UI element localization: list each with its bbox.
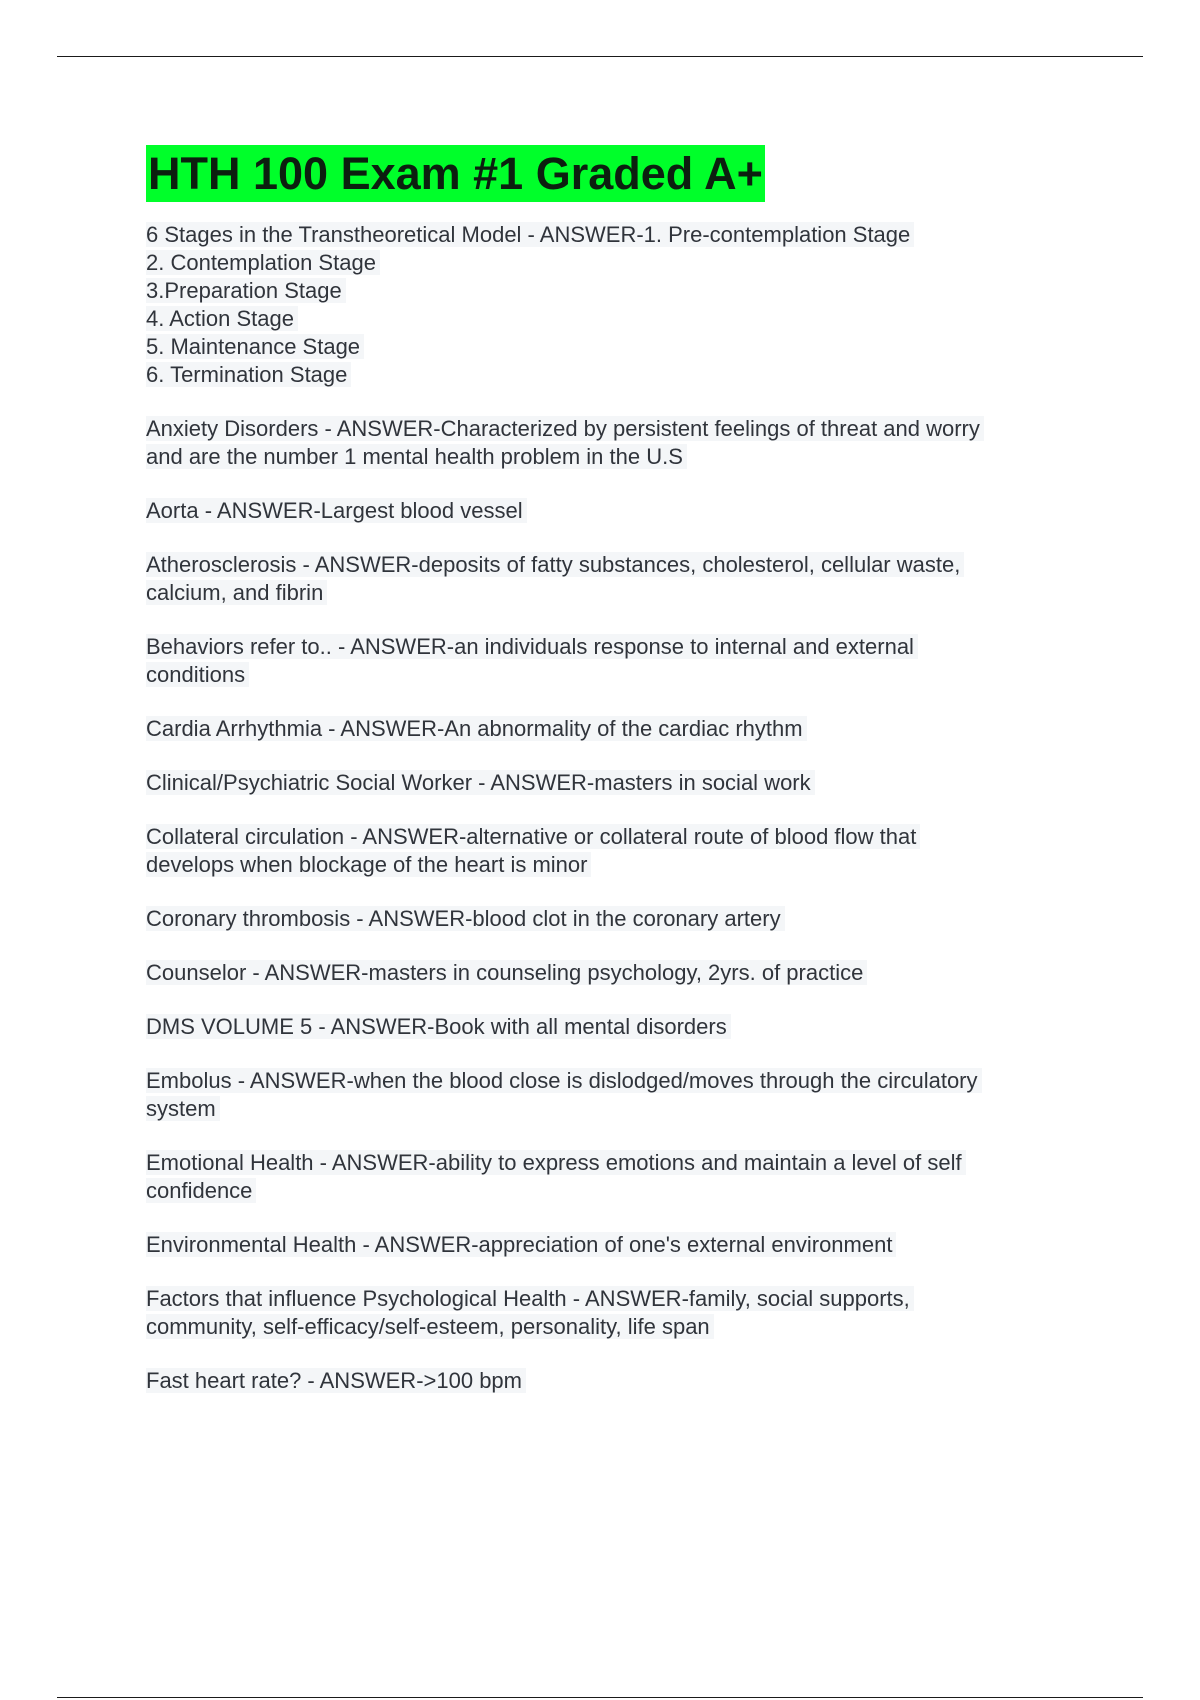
- qa-entry: [146, 1013, 1076, 1041]
- qa-line: Embolus - ANSWER-when the blood close is dislodged/moves through the circulatory: [146, 1068, 982, 1093]
- qa-entry: [146, 1231, 1076, 1259]
- qa-entry: [146, 905, 1076, 933]
- qa-line: conditions: [146, 662, 249, 687]
- qa-line: Collateral circulation - ANSWER-alternative or collateral route of blood flow that: [146, 824, 920, 849]
- qa-line: calcium, and fibrin: [146, 580, 327, 605]
- qa-entry: [146, 959, 1076, 987]
- qa-entry: [146, 497, 1076, 525]
- qa-line: 6. Termination Stage: [146, 362, 351, 387]
- qa-line: 6 Stages in the Transtheoretical Model - ANSWER-1. Pre-contemplation Stage: [146, 222, 914, 247]
- document-title: HTH 100 Exam #1 Graded A+: [146, 145, 765, 202]
- qa-entry: [146, 221, 1076, 389]
- qa-entry: [146, 769, 1076, 797]
- top-divider: [57, 56, 1143, 57]
- qa-entry: [146, 415, 1076, 471]
- document-body: [146, 145, 1076, 1421]
- qa-line: community, self-efficacy/self-esteem, personality, life span: [146, 1314, 714, 1339]
- qa-line: 4. Action Stage: [146, 306, 298, 331]
- qa-entry: [146, 633, 1076, 689]
- qa-line: Clinical/Psychiatric Social Worker - ANSWER-masters in social work: [146, 770, 815, 795]
- qa-entry: [146, 1149, 1076, 1205]
- qa-entry: [146, 1367, 1076, 1395]
- qa-line: Aorta - ANSWER-Largest blood vessel: [146, 498, 527, 523]
- qa-line: develops when blockage of the heart is minor: [146, 852, 591, 877]
- qa-line: Factors that influence Psychological Health - ANSWER-family, social supports,: [146, 1286, 914, 1311]
- qa-line: Emotional Health - ANSWER-ability to express emotions and maintain a level of self: [146, 1150, 966, 1175]
- qa-line: Environmental Health - ANSWER-appreciation of one's external environment: [146, 1232, 896, 1257]
- qa-entry: [146, 715, 1076, 743]
- qa-line: 2. Contemplation Stage: [146, 250, 380, 275]
- qa-line: Coronary thrombosis - ANSWER-blood clot in the coronary artery: [146, 906, 785, 931]
- qa-line: Behaviors refer to.. - ANSWER-an individuals response to internal and external: [146, 634, 918, 659]
- bottom-divider: [57, 1697, 1143, 1698]
- qa-line: Anxiety Disorders - ANSWER-Characterized by persistent feelings of threat and worry: [146, 416, 984, 441]
- qa-line: Counselor - ANSWER-masters in counseling psychology, 2yrs. of practice: [146, 960, 867, 985]
- qa-entry: [146, 1067, 1076, 1123]
- qa-entry: [146, 551, 1076, 607]
- qa-line: Cardia Arrhythmia - ANSWER-An abnormality of the cardiac rhythm: [146, 716, 807, 741]
- qa-entry: [146, 823, 1076, 879]
- qa-line: 5. Maintenance Stage: [146, 334, 364, 359]
- qa-line: 3.Preparation Stage: [146, 278, 346, 303]
- qa-list: [146, 221, 1076, 1395]
- qa-line: Atherosclerosis - ANSWER-deposits of fatty substances, cholesterol, cellular waste,: [146, 552, 964, 577]
- qa-line: system: [146, 1096, 220, 1121]
- qa-line: confidence: [146, 1178, 256, 1203]
- qa-line: and are the number 1 mental health problem in the U.S: [146, 444, 687, 469]
- qa-line: Fast heart rate? - ANSWER->100 bpm: [146, 1368, 526, 1393]
- qa-entry: [146, 1285, 1076, 1341]
- qa-line: DMS VOLUME 5 - ANSWER-Book with all mental disorders: [146, 1014, 731, 1039]
